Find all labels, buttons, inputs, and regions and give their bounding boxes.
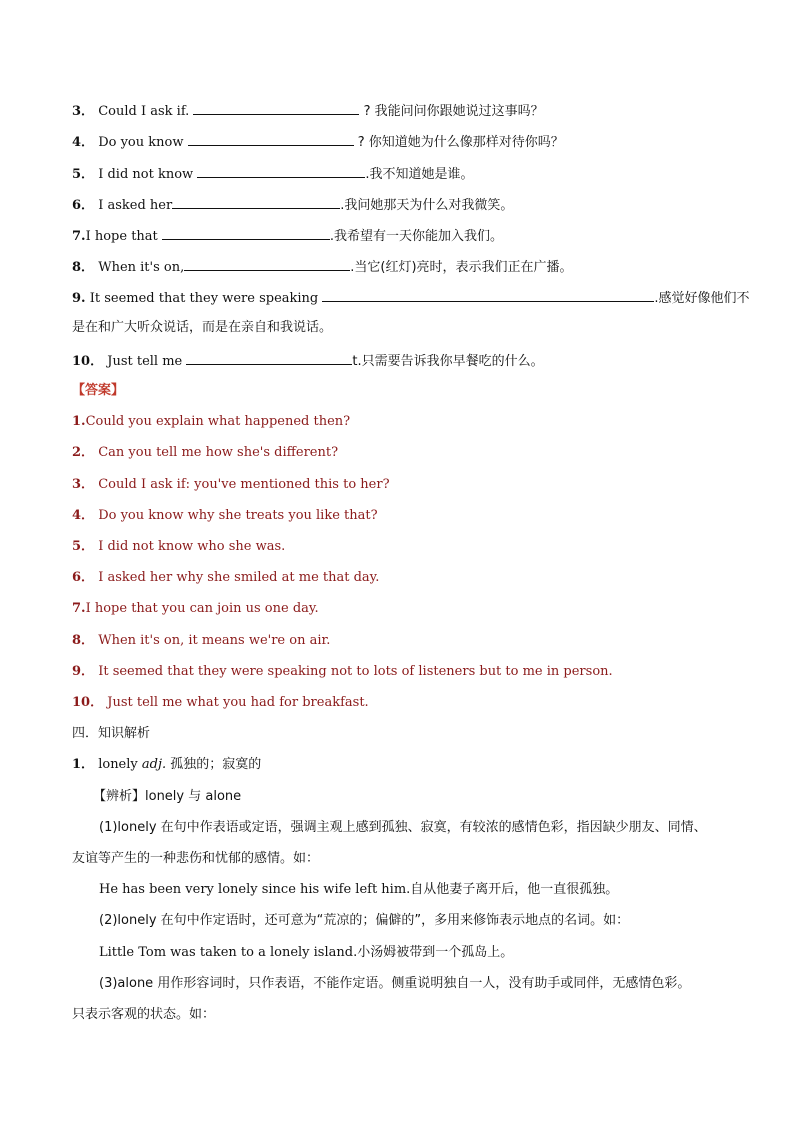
answer-blank[interactable] — [193, 100, 359, 115]
answer-blank[interactable] — [188, 131, 354, 146]
exercise-item: 3． Could I ask if. ? 我能问问你跟她说过这事吗？ — [72, 100, 544, 122]
paragraph-line: (3)alone 用作形容词时，只作表语，不能作定语。侧重说明独自一人，没有助手或同伴，无感情色彩。 — [99, 976, 691, 991]
example-sentence: He has been very lonely since his wife left him.自从他妻子离开后，他一直很孤独。 — [99, 882, 619, 897]
example-sentence: Little Tom was taken to a lonely island.小汤姆被带到一个孤岛上。 — [99, 945, 514, 960]
answer-blank[interactable] — [186, 350, 352, 365]
answer-blank[interactable] — [322, 287, 654, 302]
answer-item: 10． Just tell me what you had for breakfast. — [72, 695, 369, 710]
answer-item: 2． Can you tell me how she's different? — [72, 445, 339, 460]
answer-blank[interactable] — [184, 256, 350, 271]
answer-item: 5． I did not know who she was. — [72, 539, 286, 554]
exercise-continuation: 是在和广大听众说话，而是在亲自和我说话。 — [72, 320, 333, 335]
exercise-item: 6． I asked her .我问她那天为什么对我微笑。 — [72, 194, 513, 216]
answer-item: 8． When it's on, it means we're on air. — [72, 633, 331, 648]
answer-item: 6． I asked her why she smiled at me that day. — [72, 570, 380, 585]
section-heading: 四．知识解析 — [72, 726, 151, 741]
exercise-item: 10． Just tell me t.只需要告诉我你早餐吃的什么。 — [72, 350, 544, 372]
exercise-item: 5． I did not know .我不知道她是谁。 — [72, 163, 473, 185]
answer-item: 1.Could you explain what happened then? — [72, 414, 351, 429]
paragraph-line: (1)lonely 在句中作表语或定语，强调主观上感到孤独、寂寞，有较浓的感情色彩，指因缺少朋友、同情、 — [99, 820, 707, 835]
paragraph-line: 友谊等产生的一种悲伤和忧郁的感情。如： — [72, 851, 320, 866]
exercise-item: 7.I hope that .我希望有一天你能加入我们。 — [72, 225, 503, 247]
answer-blank[interactable] — [197, 163, 365, 178]
answer-blank[interactable] — [162, 225, 330, 240]
exercise-item: 9. It seemed that they were speaking .感觉好像他们不 — [72, 287, 750, 309]
exercise-item: 8． When it's on, .当它(红灯)亮时，表示我们正在广播。 — [72, 256, 573, 278]
paragraph-line: 只表示客观的状态。如： — [72, 1007, 216, 1022]
answers-title: 【答案】 — [72, 383, 125, 398]
answer-blank[interactable] — [172, 194, 340, 209]
paragraph-line: (2)lonely 在句中作定语时，还可意为“荒凉的；偏僻的”，多用来修饰表示地点的名词。如： — [99, 913, 630, 928]
exercise-item: 4． Do you know ? 你知道她为什么像那样对待你吗？ — [72, 131, 564, 153]
comparison-heading: 【辨析】lonely 与 alone — [93, 789, 242, 804]
answer-item: 4． Do you know why she treats you like that? — [72, 508, 378, 523]
answer-item: 7.I hope that you can join us one day. — [72, 601, 319, 616]
answer-item: 9． It seemed that they were speaking not to lots of listeners but to me in person. — [72, 664, 613, 679]
answer-item: 3． Could I ask if: you've mentioned this to her? — [72, 477, 390, 492]
vocab-item: 1． lonely adj. 孤独的；寂寞的 — [72, 757, 262, 772]
